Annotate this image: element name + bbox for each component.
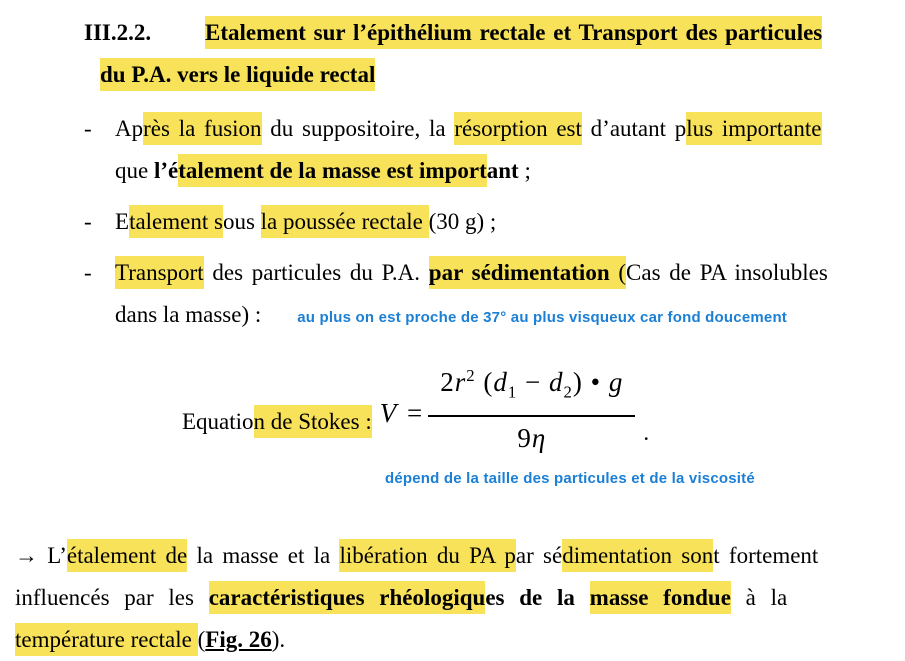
text-run: Fig. 26: [205, 627, 272, 653]
heading-line-1: [84, 12, 851, 54]
text-run: n de Stokes :: [254, 405, 372, 438]
text-run: que: [115, 158, 154, 183]
text-run: rès la fusion: [143, 112, 261, 145]
text-run: (: [197, 627, 206, 653]
heading-title-part2: [100, 58, 375, 91]
text-run: la poussée rectale: [261, 205, 429, 238]
bullet3-line2-text: [115, 302, 261, 327]
text-run: ): [572, 367, 591, 397]
bullet1-line-2: [115, 150, 851, 192]
text-run: talement de la masse est import: [178, 154, 487, 187]
text-run: 9: [517, 423, 532, 454]
bullet1-line-1: [115, 108, 851, 150]
text-run: ar sé: [515, 543, 563, 569]
heading-title-part1: [205, 16, 822, 49]
bullet3-line-1: [115, 252, 851, 294]
text-run: •: [590, 367, 609, 397]
summary-paragraph: [15, 535, 855, 661]
text-run: dans la masse) :: [115, 302, 262, 327]
equation-fraction: [428, 357, 635, 457]
text-run: 2: [563, 382, 573, 402]
text-run: d: [548, 367, 564, 397]
text-run: r: [454, 367, 467, 397]
text-run: Ap: [115, 116, 144, 141]
text-run: (: [475, 367, 494, 397]
text-run: la masse et la: [187, 543, 340, 569]
text-run: g: [608, 367, 624, 397]
text-run: ;: [518, 158, 531, 183]
text-run: (30 g) ;: [428, 209, 497, 234]
text-run: t fortement: [713, 543, 819, 569]
text-run: −: [517, 367, 549, 397]
text-run: des particules du P.A.: [203, 260, 429, 285]
paragraph-line-2: [15, 577, 855, 619]
equation-lhs: [380, 398, 424, 429]
text-run: ).: [271, 627, 286, 653]
section-number: III.2.2.: [84, 20, 152, 45]
text-run: E: [115, 209, 130, 234]
stokes-equation: [182, 357, 905, 457]
text-run: (: [618, 256, 626, 289]
text-run: du suppositoire, la: [261, 116, 455, 141]
annotation-note-viscosity: dépend de la taille des particules et de la viscosité: [385, 470, 755, 488]
equation-denominator: [517, 417, 546, 457]
paragraph-line-1: [15, 535, 855, 577]
text-run: caractéristiques rhéologiqu: [209, 581, 486, 614]
text-run: Equatio: [182, 409, 254, 435]
annotation-note-temperature: au plus on est proche de 37° au plus visqueux car fond doucement: [297, 309, 787, 326]
text-run: Transport: [115, 256, 204, 289]
section-heading: [84, 12, 851, 96]
text-run: d’autant p: [581, 116, 687, 141]
bullet2-line-1: [115, 201, 851, 243]
list-item-etalement: [84, 201, 851, 243]
bullet-dash: -: [84, 260, 92, 285]
text-run: lus importante: [686, 112, 821, 145]
text-run: ous: [222, 209, 261, 234]
bullet3-line-2: [115, 294, 851, 339]
text-run: 1: [507, 382, 518, 402]
text-run: 2: [466, 366, 476, 385]
list-item-fusion: [84, 108, 851, 192]
text-run: → L’: [15, 543, 67, 569]
text-run: η: [531, 423, 547, 454]
text-run: résorption est: [454, 112, 582, 145]
text-run: talement s: [129, 205, 223, 238]
text-run: masse fondue: [590, 581, 731, 614]
bullet-list: [84, 108, 851, 339]
text-run: du P.A. vers le liquide rectal: [100, 58, 375, 91]
text-run: étalement de: [67, 539, 187, 572]
text-run: température rectale: [15, 623, 198, 656]
text-run: libération du PA p: [339, 539, 515, 572]
equation-period: .: [643, 420, 650, 446]
text-run: par sédimentation: [429, 256, 619, 289]
text-run: =: [398, 397, 425, 428]
text-run: influencés par les: [15, 585, 209, 611]
bullet-dash: -: [84, 116, 92, 141]
bullet-dash: -: [84, 209, 92, 234]
text-run: ant: [486, 158, 519, 183]
text-run: dimentation son: [562, 539, 713, 572]
text-run: Etalement sur l’épithélium rectale et Transport des particules: [205, 16, 822, 49]
text-run: V: [379, 397, 399, 428]
text-run: l’é: [153, 158, 179, 183]
text-run: 2: [440, 367, 455, 397]
text-run: à la: [730, 585, 788, 611]
heading-line-2: [84, 54, 851, 96]
text-run: Cas de PA insolubles: [626, 260, 828, 285]
text-run: es de la: [485, 585, 590, 611]
list-item-transport: [84, 252, 851, 339]
text-run: d: [493, 367, 508, 397]
equation-numerator: [428, 357, 635, 417]
equation-label: [182, 405, 372, 439]
